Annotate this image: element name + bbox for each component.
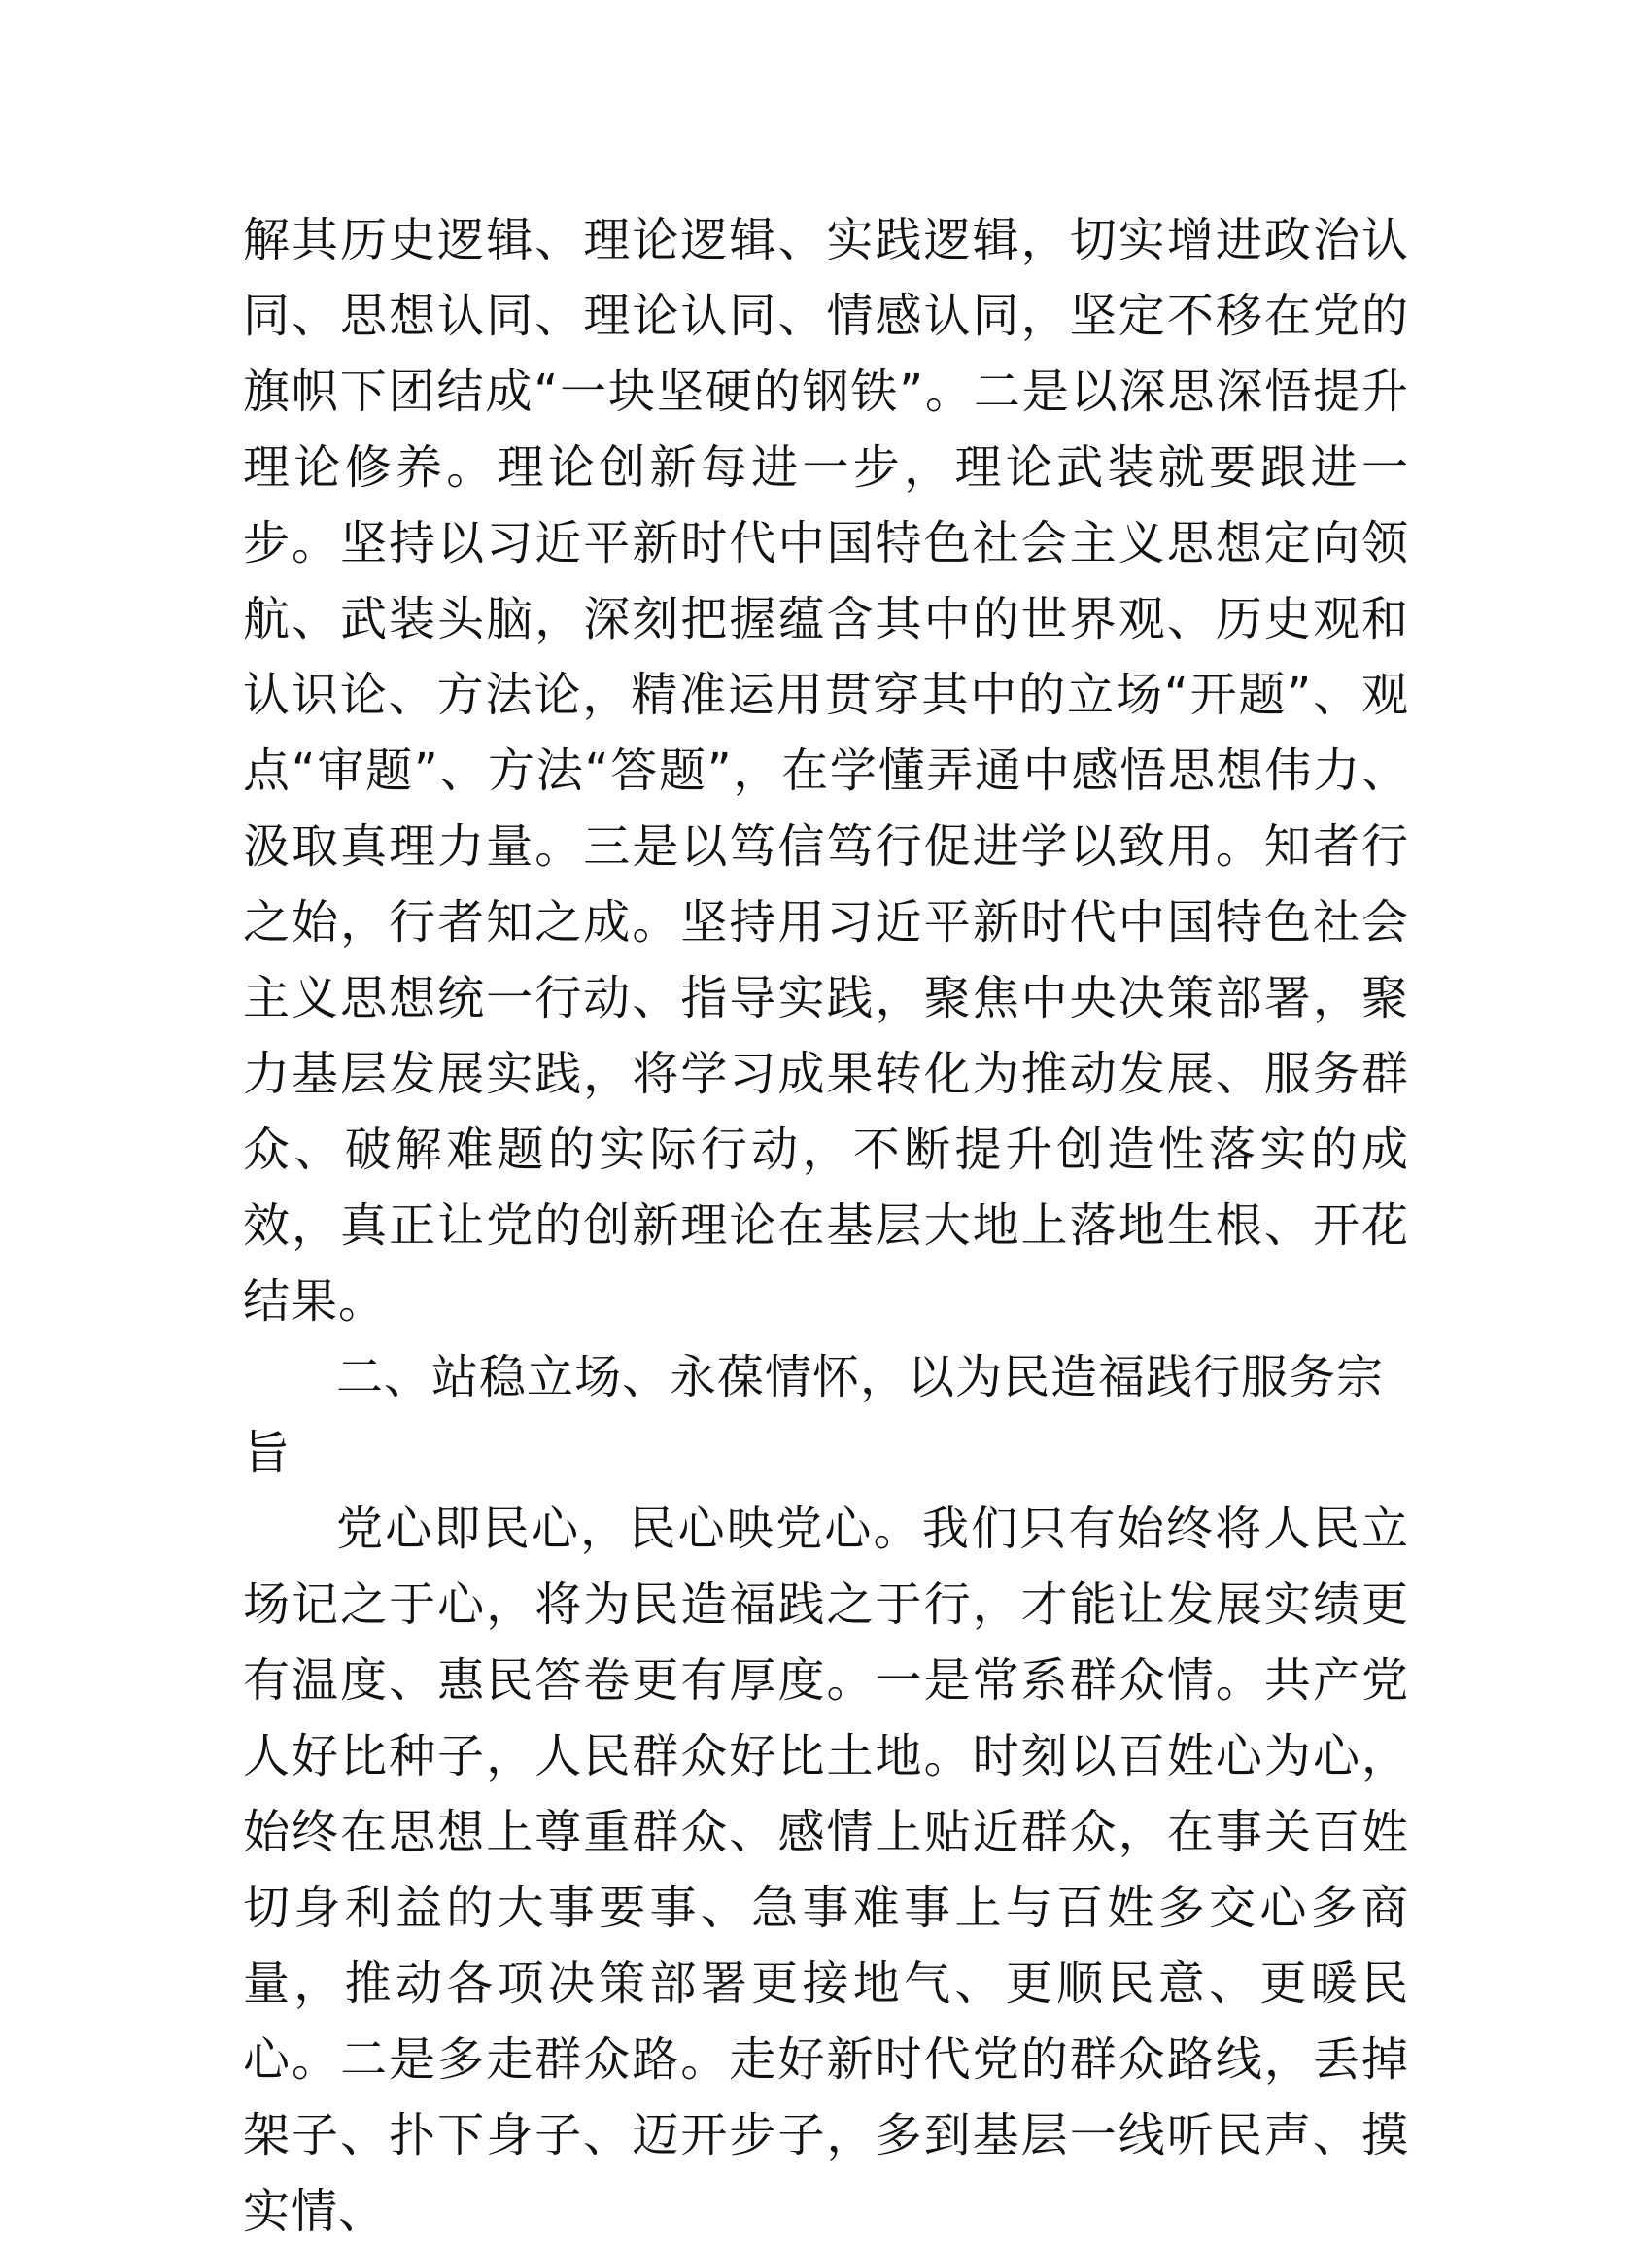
body-paragraph-1: 解其历史逻辑、理论逻辑、实践逻辑，切实增进政治认同、思想认同、理论认同、情感认同，坚定不移在党的旗帜下团结成“一块坚硬的钢铁”。二是以深思深悟提升理论修养。理论创新每进一步，理论武装就要跟进一步。坚持以习近平新时代中国特色社会主义思想定向领航、武装头脑，深刻把握蕴含其中的世界观、历史观和认识论、方法论，精准运用贯穿其中的立场“开题”、观点“审题”、方法“答题”，在学懂弄通中感悟思想伟力、汲取真理力量。三是以笃信笃行促进学以致用。知者行之始，行者知之成。坚持用习近平新时代中国特色社会主义思想统一行动、指导实践，聚焦中央决策部署，聚力基层发展实践，将学习成果转化为推动发展、服务群众、破解难题的实际行动，不断提升创造性落实的成效，真正让党的创新理论在基层大地上落地生根、开花结果。 <box>243 213 1409 1329</box>
document-body <box>243 202 1409 2249</box>
section-heading-2: 二、站稳立场、永葆情怀，以为民造福践行服务宗旨 <box>243 1350 1385 1480</box>
body-paragraph-3: 党心即民心，民心映党心。我们只有始终将人民立场记之于心，将为民造福践之于行，才能让发展实绩更有温度、惠民答卷更有厚度。一是常系群众情。共产党人好比种子，人民群众好比土地。时刻以百姓心为心，始终在思想上尊重群众、感情上贴近群众，在事关百姓切身利益的大事要事、急事难事上与百姓多交心多商量，推动各项决策部署更接地气、更顺民意、更暖民心。二是多走群众路。走好新时代党的群众路线，丢掉架子、扑下身子、迈开步子，多到基层一线听民声、摸实情、 <box>243 1502 1409 2238</box>
